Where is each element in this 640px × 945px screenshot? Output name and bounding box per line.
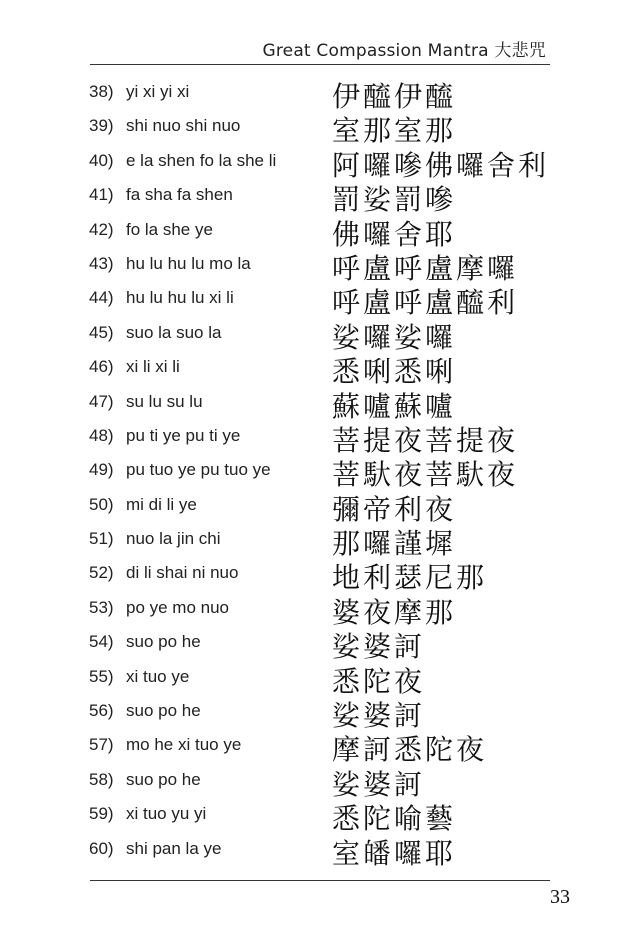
line-romanization: xi tuo yu yi	[126, 804, 207, 824]
line-number: 52)	[89, 563, 114, 583]
mantra-line	[0, 284, 640, 318]
line-number: 54)	[89, 632, 114, 652]
mantra-line	[0, 181, 640, 215]
mantra-line	[0, 697, 640, 731]
line-number: 58)	[89, 769, 114, 789]
line-number: 44)	[89, 288, 114, 308]
mantra-line	[0, 835, 640, 869]
line-number: 55)	[89, 666, 114, 686]
line-romanization: e la shen fo la she li	[126, 150, 277, 170]
line-number: 60)	[89, 838, 114, 858]
line-number: 57)	[89, 735, 114, 755]
line-number: 48)	[89, 425, 114, 445]
line-romanization: suo la suo la	[126, 322, 222, 342]
line-number: 50)	[89, 494, 114, 514]
footer-rule	[90, 880, 550, 882]
mantra-line	[0, 78, 640, 112]
line-romanization: suo po he	[126, 769, 201, 789]
mantra-line	[0, 766, 640, 800]
line-chinese: 室皤囉耶	[332, 836, 457, 870]
mantra-line	[0, 456, 640, 490]
line-chinese: 摩訶悉陀夜	[332, 733, 488, 767]
line-romanization: po ye mo nuo	[126, 597, 230, 617]
line-chinese: 悉陀喻藝	[332, 802, 457, 836]
line-chinese: 婆夜摩那	[332, 595, 457, 629]
mantra-line	[0, 353, 640, 387]
line-number: 56)	[89, 701, 114, 721]
mantra-line	[0, 731, 640, 765]
mantra-line	[0, 559, 640, 593]
line-romanization: xi li xi li	[126, 357, 180, 377]
line-number: 40)	[89, 150, 114, 170]
line-chinese: 蘇嚧蘇嚧	[332, 389, 457, 423]
line-number: 42)	[89, 219, 114, 239]
mantra-line	[0, 147, 640, 181]
line-chinese: 那囉謹墀	[332, 527, 457, 561]
line-chinese: 呼盧呼盧摩囉	[332, 251, 519, 285]
mantra-line	[0, 422, 640, 456]
line-romanization: pu tuo ye pu tuo ye	[126, 460, 271, 480]
line-chinese: 阿囉嘇佛囉舍利	[332, 148, 550, 182]
line-romanization: di li shai ni nuo	[126, 563, 239, 583]
page-header	[90, 34, 550, 65]
line-romanization: shi nuo shi nuo	[126, 116, 241, 136]
line-number: 38)	[89, 82, 114, 101]
mantra-line	[0, 628, 640, 662]
line-number: 46)	[89, 357, 114, 377]
mantra-line	[0, 594, 640, 628]
mantra-line	[0, 525, 640, 559]
line-romanization: su lu su lu	[126, 391, 203, 411]
line-romanization: nuo la jin chi	[126, 529, 221, 549]
line-number: 43)	[89, 253, 114, 273]
line-number: 59)	[89, 804, 114, 824]
line-romanization: xi tuo ye	[126, 666, 190, 686]
line-chinese: 室那室那	[332, 114, 457, 148]
line-chinese: 娑囉娑囉	[332, 320, 457, 354]
line-chinese: 呼盧呼盧醯利	[332, 286, 519, 320]
line-chinese: 娑婆訶	[332, 767, 426, 801]
line-chinese: 娑婆訶	[332, 630, 426, 664]
line-number: 39)	[89, 116, 114, 136]
mantra-line	[0, 216, 640, 250]
line-chinese: 罰娑罰嘇	[332, 183, 457, 217]
line-chinese: 悉陀夜	[332, 664, 426, 698]
line-number: 49)	[89, 460, 114, 480]
line-number: 47)	[89, 391, 114, 411]
page-number: 33	[550, 886, 570, 908]
mantra-line	[0, 250, 640, 284]
line-chinese: 地利瑟尼那	[332, 561, 488, 595]
mantra-line	[0, 800, 640, 834]
line-romanization: shi pan la ye	[126, 838, 222, 858]
line-romanization: mi di li ye	[126, 494, 197, 514]
mantra-line	[0, 388, 640, 422]
mantra-line	[0, 112, 640, 146]
line-chinese: 菩馱夜菩馱夜	[332, 458, 519, 492]
line-chinese: 娑婆訶	[332, 699, 426, 733]
line-chinese: 彌帝利夜	[332, 492, 457, 526]
line-romanization: pu ti ye pu ti ye	[126, 425, 241, 445]
line-chinese: 悉唎悉唎	[332, 355, 457, 389]
header-title: Great Compassion Mantra 大悲咒	[262, 41, 546, 61]
line-number: 51)	[89, 529, 114, 549]
line-romanization: yi xi yi xi	[126, 82, 190, 101]
line-number: 45)	[89, 322, 114, 342]
line-chinese: 佛囉舍耶	[332, 217, 457, 251]
line-romanization: hu lu hu lu mo la	[126, 253, 251, 273]
line-romanization: fa sha fa shen	[126, 185, 233, 205]
line-chinese: 菩提夜菩提夜	[332, 423, 519, 457]
line-romanization: fo la she ye	[126, 219, 213, 239]
mantra-line	[0, 663, 640, 697]
line-number: 53)	[89, 597, 114, 617]
line-romanization: hu lu hu lu xi li	[126, 288, 234, 308]
mantra-line	[0, 491, 640, 525]
line-chinese: 伊醯伊醯	[332, 80, 457, 113]
line-romanization: suo po he	[126, 701, 201, 721]
mantra-lines	[0, 78, 640, 869]
mantra-line	[0, 319, 640, 353]
line-romanization: mo he xi tuo ye	[126, 735, 242, 755]
line-number: 41)	[89, 185, 114, 205]
line-romanization: suo po he	[126, 632, 201, 652]
